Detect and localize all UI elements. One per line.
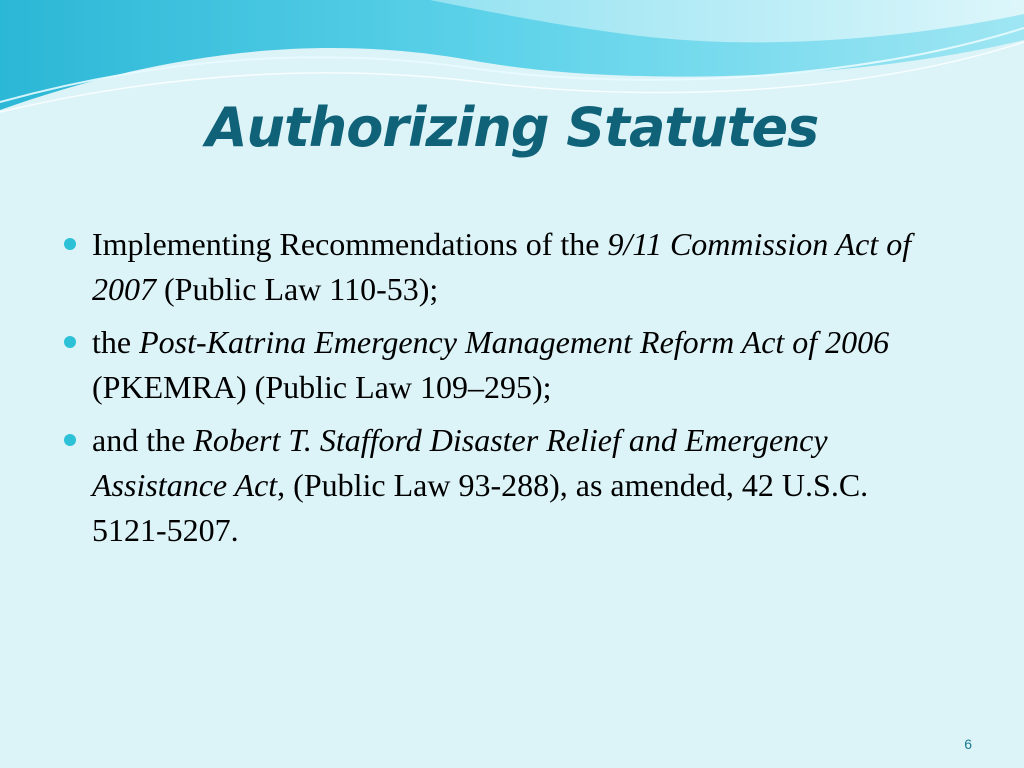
bullet-text: (PKEMRA) (Public Law 109–295);: [92, 369, 552, 405]
bullet-text: the: [92, 324, 140, 360]
statute-title: Robert T. Stafford Disaster Relief and Emergency Assistance Act: [92, 422, 828, 503]
bullet-text: , (Public Law 93-288), as amended, 42 U.S.C. 5121-5207.: [92, 467, 869, 548]
bullet-icon: [64, 238, 76, 250]
slide-number: 6: [964, 736, 972, 752]
bullet-text: and the: [92, 422, 194, 458]
slide-title: Authorizing Statutes: [205, 96, 819, 159]
bullet-text: (Public Law 110-53);: [156, 271, 439, 307]
bullet-text: Implementing Recommendations of the: [92, 226, 608, 262]
bullet-icon: [64, 336, 76, 348]
bullet-icon: [64, 434, 76, 446]
list-item: [64, 320, 944, 410]
list-item: [64, 222, 944, 312]
bullet-list: [64, 222, 944, 561]
statute-title: Post-Katrina Emergency Management Reform Act of 2006: [139, 324, 890, 360]
statute-title: 9/11 Commission Act of 2007: [92, 226, 912, 307]
list-item: [64, 418, 944, 553]
